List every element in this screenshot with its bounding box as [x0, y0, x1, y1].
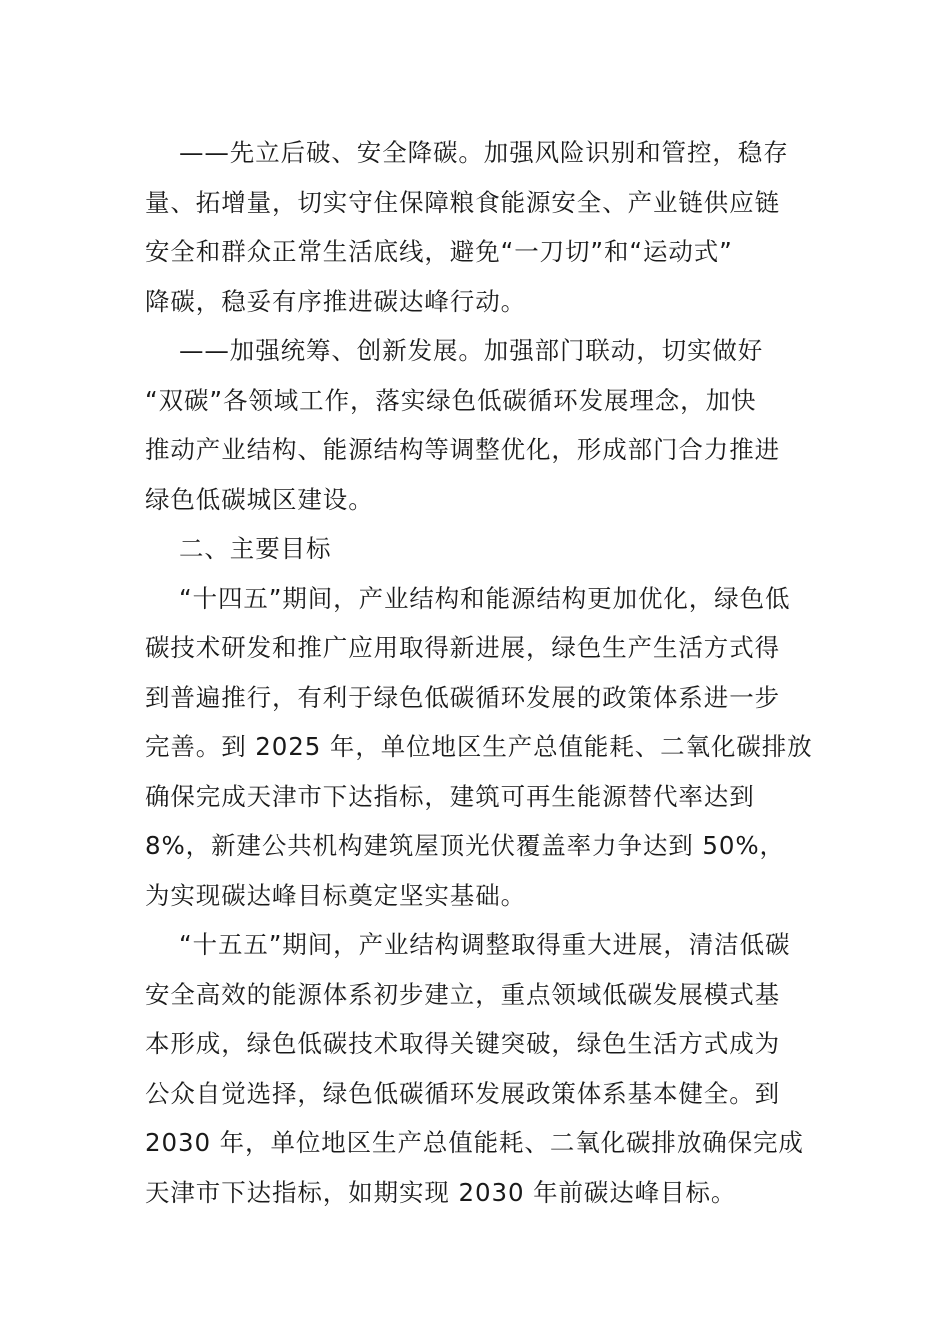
text-line: 公众自觉选择，绿色低碳循环发展政策体系基本健全。到: [145, 1078, 780, 1108]
text-line: 本形成，绿色低碳技术取得关键突破，绿色生活方式成为: [145, 1029, 780, 1058]
text-line: 为实现碳达峰目标奠定坚实基础。: [145, 880, 526, 910]
text-line: 降碳，稳妥有序推进碳达峰行动。: [145, 286, 526, 316]
text-line: 8%，新建公共机构建筑屋顶光伏覆盖率力争达到 50%，: [145, 831, 785, 860]
paragraph-14th-five-year-plan: [145, 574, 813, 921]
text-line: 碳技术研发和推广应用取得新进展，绿色生产生活方式得: [145, 633, 780, 662]
text-line: 绿色低碳城区建设。: [145, 484, 374, 514]
text-line: “十四五”期间，产业结构和能源结构更加优化，绿色低: [179, 583, 791, 613]
text-line: 到普遍推行，有利于绿色低碳循环发展的政策体系进一步: [145, 682, 780, 712]
paragraph-principle-safe-carbon-reduction: [145, 128, 809, 326]
paragraph-principle-coordination: [145, 326, 809, 524]
text-line: “十五五”期间，产业结构调整取得重大进展，清洁低碳: [179, 930, 791, 959]
text-line: “双碳”各领域工作，落实绿色低碳循环发展理念，加快: [145, 385, 757, 415]
text-line: ——加强统筹、创新发展。加强部门联动，切实做好: [179, 336, 764, 365]
text-line: 确保完成天津市下达指标，建筑可再生能源替代率达到: [145, 781, 755, 811]
text-line: 2030 年，单位地区生产总值能耗、二氧化碳排放确保完成: [145, 1128, 804, 1157]
text-line: 完善。到 2025 年，单位地区生产总值能耗、二氧化碳排放: [145, 732, 813, 761]
text-line: 推动产业结构、能源结构等调整优化，形成部门合力推进: [145, 435, 780, 464]
text-line: 安全高效的能源体系初步建立，重点领域低碳发展模式基: [145, 979, 780, 1009]
section-heading-main-goals: [145, 524, 809, 574]
text-line: 安全和群众正常生活底线，避免“一刀切”和“运动式”: [145, 237, 733, 266]
text-line: 天津市下达指标，如期实现 2030 年前碳达峰目标。: [145, 1177, 737, 1207]
paragraph-15th-five-year-plan: [145, 920, 809, 1217]
text-line: 量、拓增量，切实守住保障粮食能源安全、产业链供应链: [145, 187, 780, 217]
section-heading-text: 二、主要目标: [179, 534, 332, 563]
text-line: ——先立后破、安全降碳。加强风险识别和管控，稳存: [179, 138, 789, 167]
body-text: [145, 128, 813, 1217]
